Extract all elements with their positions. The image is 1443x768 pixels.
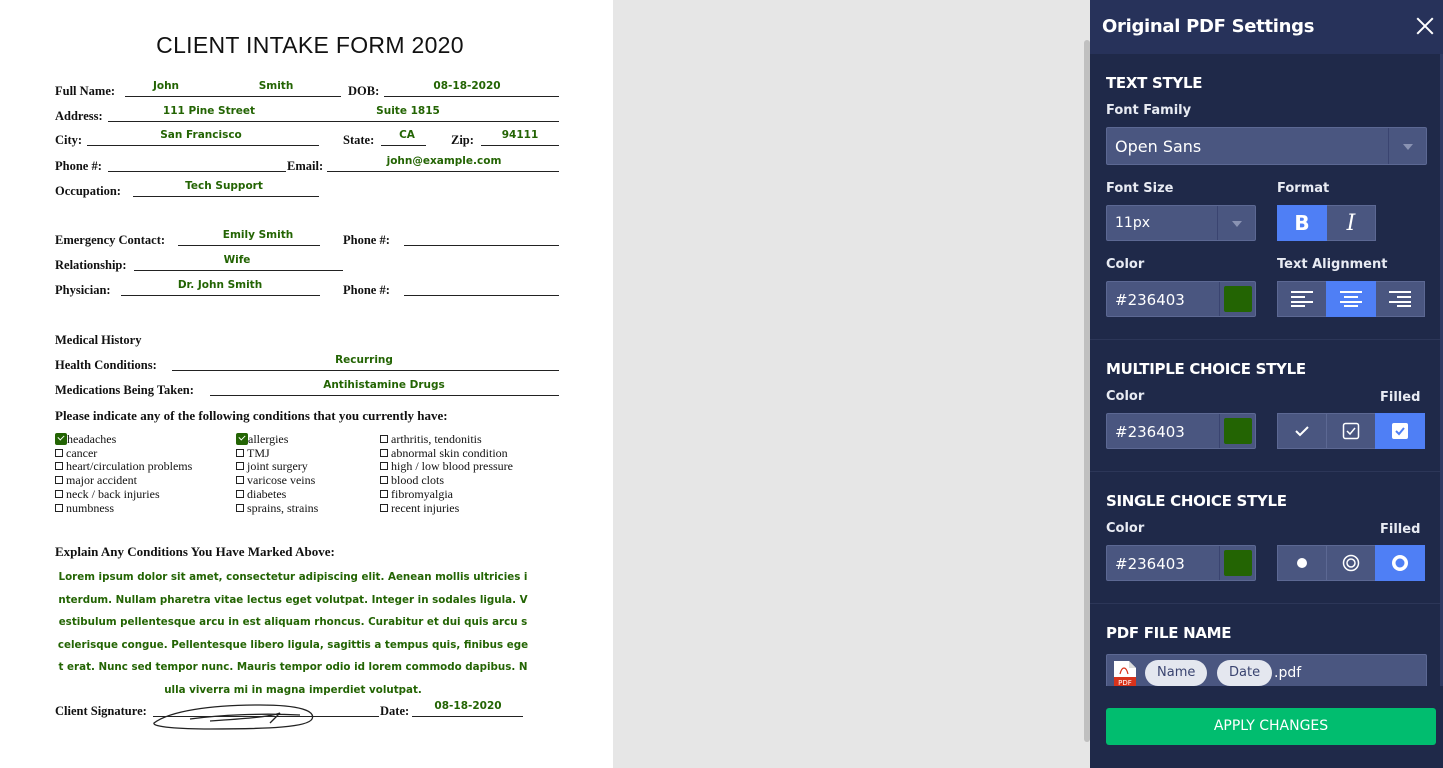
checkbox-icon[interactable]	[236, 476, 244, 484]
checked-checkbox-icon[interactable]	[236, 433, 248, 445]
signature-label: Client Signature:	[55, 704, 147, 718]
condition-label: arthritis, tendonitis	[391, 432, 482, 446]
row-occupation	[55, 180, 560, 198]
mc-filled-style-button[interactable]	[1375, 413, 1425, 449]
pdf-file-icon	[1113, 660, 1137, 686]
condition-item	[236, 488, 318, 502]
row-address	[55, 105, 560, 123]
zip-line	[481, 145, 559, 146]
signature-drawing[interactable]	[150, 701, 320, 735]
email-label: Email:	[287, 159, 324, 173]
checkbox-icon[interactable]	[55, 490, 63, 498]
close-icon[interactable]	[1413, 14, 1437, 38]
align-right-icon	[1389, 291, 1411, 307]
condition-label: varicose veins	[247, 473, 316, 488]
row-health	[55, 354, 560, 372]
form-title: CLIENT INTAKE FORM 2020	[156, 32, 464, 58]
condition-item	[55, 502, 192, 516]
mc-color-value: #236403	[1115, 423, 1185, 441]
checkbox-icon[interactable]	[236, 504, 244, 512]
alignment-buttons	[1277, 281, 1425, 317]
explanation-text[interactable]: Lorem ipsum dolor sit amet, consectetur adipiscing elit. Aenean mollis ultricies interdum. Nullam pharetra vitae lectus eget volutpat. Integer in sodales ligula. Vestibulum pellentesque arcu in est aliquam rhoncus. Curabitur et dui quis arcu scelerisque congue. Pellentesque libero ligula, sagittis a tempus quis, finibus eget erat. Nunc sed tempor nunc. Mauris tempor odio id lorem commodo dapibus. Nulla viverra mi in magna imperdiet volutpat.	[57, 571, 529, 696]
emergency-label: Emergency Contact:	[55, 233, 166, 247]
condition-label: heart/circulation problems	[66, 459, 193, 474]
checkbox-icon[interactable]	[380, 449, 388, 457]
email-value[interactable]: john@example.com	[386, 155, 502, 167]
full-name-line	[125, 96, 341, 97]
mc-style-buttons	[1277, 413, 1425, 449]
address-line	[108, 121, 559, 122]
font-family-label: Font Family	[1106, 103, 1192, 118]
bold-icon: B	[1294, 211, 1310, 235]
sc-ring-style-button[interactable]	[1326, 545, 1376, 581]
font-size-select[interactable]	[1106, 205, 1256, 241]
check-icon	[1294, 425, 1310, 437]
condition-item	[236, 474, 318, 488]
checkbox-icon[interactable]	[380, 490, 388, 498]
state-value[interactable]: CA	[399, 129, 415, 141]
condition-label: sprains, strains	[247, 500, 319, 515]
chevron-down-icon[interactable]	[1388, 128, 1426, 164]
condition-label: abnormal skin condition	[391, 445, 508, 460]
mc-color-swatch[interactable]	[1219, 414, 1255, 448]
font-size-label: Font Size	[1106, 181, 1174, 196]
zip-label: Zip:	[451, 133, 474, 147]
state-label: State:	[343, 133, 375, 147]
physician-phone-line	[404, 295, 559, 296]
text-color-input[interactable]	[1106, 281, 1256, 317]
condition-item	[55, 447, 192, 461]
text-color-label: Color	[1106, 257, 1145, 272]
street-value[interactable]: 111 Pine Street	[162, 105, 256, 117]
text-alignment-label: Text Alignment	[1277, 257, 1388, 272]
phone-label: Phone #:	[55, 159, 102, 173]
pdf-file-name-heading: PDF FILE NAME	[1106, 624, 1232, 642]
sc-color-label: Color	[1106, 521, 1145, 536]
medical-history-heading: Medical History	[55, 333, 142, 347]
dob-value[interactable]: 08-18-2020	[433, 80, 501, 92]
full-name-label: Full Name:	[55, 84, 116, 98]
checkbox-icon[interactable]	[380, 462, 388, 470]
italic-button[interactable]	[1326, 205, 1376, 241]
mc-check-style-button[interactable]	[1277, 413, 1327, 449]
row-phone	[55, 155, 560, 173]
medications-label: Medications Being Taken:	[55, 383, 194, 397]
mc-filled-label: Filled	[1380, 390, 1421, 405]
first-name-value[interactable]: John	[152, 80, 180, 92]
emergency-value[interactable]: Emily Smith	[222, 229, 294, 241]
section-divider	[1090, 603, 1443, 604]
condition-item	[55, 433, 192, 447]
mc-color-input[interactable]	[1106, 413, 1256, 449]
condition-label: blood clots	[391, 473, 444, 488]
occupation-value[interactable]: Tech Support	[185, 180, 263, 192]
row-city	[55, 129, 560, 147]
panel-title: Original PDF Settings	[1102, 16, 1315, 37]
condition-item	[236, 502, 318, 516]
condition-item	[236, 447, 318, 461]
condition-item	[55, 488, 192, 502]
address-label: Address:	[55, 109, 103, 123]
conditions-prompt: Please indicate any of the following conditions that you currently have:	[55, 408, 448, 423]
condition-item	[236, 460, 318, 474]
mc-color-label: Color	[1106, 389, 1145, 404]
format-label: Format	[1277, 181, 1330, 196]
checkbox-icon[interactable]	[55, 504, 63, 512]
sc-color-swatch[interactable]	[1219, 546, 1255, 580]
pdf-document	[0, 0, 613, 768]
city-value[interactable]: San Francisco	[160, 129, 242, 141]
health-line	[172, 370, 559, 371]
relationship-line	[134, 270, 343, 271]
physician-value[interactable]: Dr. John Smith	[177, 279, 263, 291]
row-medications	[55, 379, 560, 397]
relationship-value[interactable]: Wife	[223, 254, 251, 266]
checkbox-icon[interactable]	[380, 435, 388, 443]
condition-label: cancer	[66, 445, 98, 460]
align-left-button[interactable]	[1277, 281, 1327, 317]
checkbox-icon[interactable]	[236, 462, 244, 470]
health-label: Health Conditions:	[55, 358, 157, 372]
condition-item	[55, 460, 192, 474]
sc-filled-style-button[interactable]	[1375, 545, 1425, 581]
dob-label: DOB:	[348, 84, 380, 98]
suite-value[interactable]: Suite 1815	[376, 105, 440, 117]
email-line	[327, 171, 559, 172]
section-divider	[1090, 339, 1443, 340]
condition-item	[380, 447, 513, 461]
checkbox-icon[interactable]	[236, 490, 244, 498]
occupation-label: Occupation:	[55, 184, 121, 198]
medications-value[interactable]: Antihistamine Drugs	[323, 379, 445, 391]
occupation-line	[133, 196, 319, 197]
physician-phone-label: Phone #:	[343, 283, 390, 297]
checkbox-icon[interactable]	[55, 462, 63, 470]
condition-label: TMJ	[247, 445, 270, 460]
text-color-value: #236403	[1115, 291, 1185, 309]
condition-item	[380, 502, 513, 516]
condition-label: allergies	[248, 432, 289, 446]
checkbox-icon[interactable]	[55, 476, 63, 484]
condition-label: diabetes	[247, 486, 287, 501]
checkbox-icon[interactable]	[55, 449, 63, 457]
condition-item	[55, 474, 192, 488]
font-family-select[interactable]	[1106, 127, 1427, 165]
align-center-button[interactable]	[1326, 281, 1376, 317]
align-right-button[interactable]	[1375, 281, 1425, 317]
file-name-tag-name[interactable]: Name	[1145, 660, 1207, 686]
row-physician	[55, 279, 560, 297]
emergency-line	[178, 245, 320, 246]
date-line	[412, 716, 523, 717]
row-full-name	[55, 80, 560, 98]
text-style-heading: TEXT STYLE	[1106, 74, 1203, 92]
city-line	[87, 145, 319, 146]
checked-checkbox-icon[interactable]	[55, 433, 67, 445]
file-extension: .pdf	[1274, 665, 1302, 681]
font-family-value: Open Sans	[1115, 137, 1202, 156]
condition-item	[380, 433, 513, 447]
multiple-choice-heading: MULTIPLE CHOICE STYLE	[1106, 360, 1306, 378]
phone-line	[108, 171, 286, 172]
file-name-tag-date[interactable]: Date	[1217, 660, 1272, 686]
apply-changes-button[interactable]: APPLY CHANGES	[1106, 708, 1436, 745]
medications-line	[210, 395, 559, 396]
checkbox-icon[interactable]	[380, 476, 388, 484]
chevron-down-icon[interactable]	[1217, 206, 1255, 240]
bold-button[interactable]	[1277, 205, 1327, 241]
condition-item	[380, 460, 513, 474]
condition-label: high / low blood pressure	[391, 459, 513, 474]
physician-label: Physician:	[55, 283, 111, 297]
single-choice-heading: SINGLE CHOICE STYLE	[1106, 492, 1287, 510]
condition-item	[236, 433, 318, 447]
conditions-column-3	[380, 433, 513, 515]
condition-item	[380, 488, 513, 502]
sc-color-value: #236403	[1115, 555, 1185, 573]
filled-radio-icon	[1391, 554, 1409, 572]
emergency-phone-label: Phone #:	[343, 233, 390, 247]
condition-label: major accident	[66, 473, 137, 488]
conditions-column-2	[236, 433, 318, 515]
panel-header	[1090, 0, 1443, 54]
state-line	[381, 145, 426, 146]
sc-color-input[interactable]	[1106, 545, 1256, 581]
sc-dot-style-button[interactable]	[1277, 545, 1327, 581]
date-value[interactable]: 08-18-2020	[434, 700, 502, 712]
emergency-phone-line	[404, 245, 559, 246]
explain-heading: Explain Any Conditions You Have Marked Above:	[55, 544, 335, 559]
section-divider	[1090, 471, 1443, 472]
radio-icon	[1342, 554, 1360, 572]
pdf-icon-label: PDF	[1118, 679, 1132, 687]
checkbox-icon[interactable]	[236, 449, 244, 457]
format-buttons	[1277, 205, 1376, 241]
date-label: Date:	[380, 704, 410, 718]
checkbox-icon	[1342, 422, 1360, 440]
zip-value[interactable]: 94111	[501, 129, 539, 141]
align-center-icon	[1340, 291, 1362, 307]
checkbox-icon[interactable]	[380, 504, 388, 512]
condition-label: joint surgery	[247, 459, 308, 474]
condition-label: numbness	[66, 500, 114, 515]
health-value[interactable]: Recurring	[335, 354, 393, 366]
align-left-icon	[1291, 291, 1313, 307]
city-label: City:	[55, 133, 83, 147]
conditions-column-1	[55, 433, 192, 515]
mc-box-style-button[interactable]	[1326, 413, 1376, 449]
dob-line	[384, 96, 559, 97]
physician-line	[121, 295, 320, 296]
condition-label: neck / back injuries	[66, 486, 160, 501]
pdf-settings-panel	[1090, 0, 1443, 768]
sc-filled-label: Filled	[1380, 522, 1421, 537]
condition-label: fibromyalgia	[391, 486, 453, 501]
font-size-value: 11px	[1115, 215, 1150, 231]
filled-checkbox-icon	[1391, 422, 1409, 440]
dot-icon	[1295, 556, 1309, 570]
last-name-value[interactable]: Smith	[258, 80, 294, 92]
relationship-label: Relationship:	[55, 258, 127, 272]
condition-label: recent injuries	[391, 500, 460, 515]
text-color-swatch[interactable]	[1219, 282, 1255, 316]
row-relationship	[55, 254, 560, 272]
sc-style-buttons	[1277, 545, 1425, 581]
italic-icon: I	[1346, 210, 1356, 236]
condition-item	[380, 474, 513, 488]
row-emergency	[55, 229, 560, 247]
condition-label: headaches	[67, 432, 117, 446]
file-name-input[interactable]	[1106, 654, 1427, 686]
